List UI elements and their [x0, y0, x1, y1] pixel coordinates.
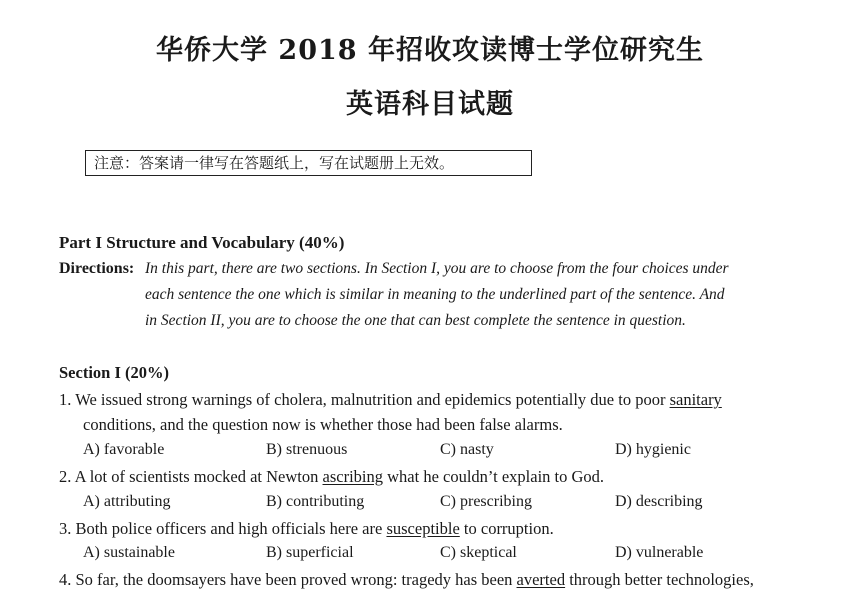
underlined-word: ascribing	[322, 467, 383, 486]
option-d: D) describing	[615, 493, 703, 510]
question-text-end: to corruption.	[459, 519, 554, 538]
underlined-word: averted	[516, 570, 566, 589]
option-c: C) skeptical	[440, 544, 517, 561]
directions-line-3: in Section II, you are to choose the one that can best complete the sentence in question.	[145, 312, 686, 329]
question-4	[59, 570, 754, 590]
question-text: 2. A lot of scientists mocked at Newton	[59, 467, 323, 486]
question-text: 1. We issued strong warnings of cholera, malnutrition and epidemics potentially due to poor	[59, 390, 670, 409]
section1-heading: Section I (20%)	[59, 363, 169, 382]
underlined-word: susceptible	[386, 519, 460, 538]
option-a: A) sustainable	[83, 544, 175, 561]
option-c: C) prescribing	[440, 493, 532, 510]
option-d: D) hygienic	[615, 441, 691, 458]
option-a: A) favorable	[83, 441, 165, 458]
part1-heading: Part I Structure and Vocabulary (40%)	[59, 233, 345, 252]
option-b: B) contributing	[266, 493, 365, 510]
option-a: A) attributing	[83, 493, 171, 510]
question-text-end: what he couldn’t explain to God.	[383, 467, 605, 486]
option-c: C) nasty	[440, 441, 494, 458]
directions-line-2: each sentence the one which is similar in meaning to the underlined part of the sentence. And	[145, 286, 725, 303]
question-1	[59, 390, 722, 410]
option-b: B) superficial	[266, 544, 354, 561]
question-2	[59, 467, 604, 487]
exam-subtitle: 英语科目试题	[346, 89, 514, 120]
notice-box	[85, 150, 532, 176]
option-d: D) vulnerable	[615, 544, 704, 561]
directions-label: Directions:	[59, 260, 135, 277]
exam-title: 华侨大学 2018 年招收攻读博士学位研究生	[156, 35, 704, 66]
question-text: 3. Both police officers and high officials here are	[59, 519, 387, 538]
question-text-end: through better technologies,	[565, 570, 754, 589]
question-3	[59, 519, 554, 539]
underlined-word: sanitary	[669, 390, 722, 409]
option-b: B) strenuous	[266, 441, 348, 458]
notice-text: 注意：答案请一律写在答题纸上，写在试题册上无效。	[94, 154, 455, 172]
directions-line-1: In this part, there are two sections. In Section I, you are to choose from the four choices under	[145, 260, 729, 277]
question-text: 4. So far, the doomsayers have been proved wrong: tragedy has been	[59, 570, 517, 589]
question-1-line-2: conditions, and the question now is whether those had been false alarms.	[83, 415, 563, 434]
